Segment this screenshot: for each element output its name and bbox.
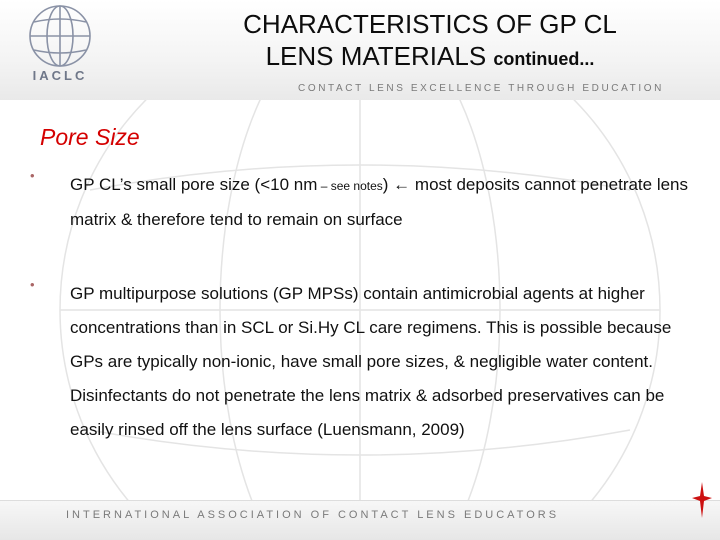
footer-text: INTERNATIONAL ASSOCIATION OF CONTACT LENS EDUCATORS bbox=[66, 509, 560, 521]
page-title bbox=[150, 8, 710, 75]
footer bbox=[0, 500, 720, 540]
subtitle: Pore Size bbox=[40, 124, 140, 150]
title-line-1: CHARACTERISTICS OF GP CL bbox=[243, 9, 617, 39]
tagline: CONTACT LENS EXCELLENCE THROUGH EDUCATION bbox=[298, 83, 664, 94]
title-line-2 bbox=[150, 40, 710, 75]
bullet-1-part2: ) ← most deposits cannot penetrate lens matrix & therefore tend to remain on surface bbox=[70, 175, 689, 229]
title-line-2-main: LENS MATERIALS bbox=[265, 41, 487, 71]
bullet-dot: • bbox=[30, 277, 35, 292]
header bbox=[0, 0, 720, 100]
bullet-1-part1: GP CL’s small pore size (<10 nm bbox=[70, 175, 318, 194]
bullet-1-text bbox=[70, 168, 690, 237]
bullet-1-note: – see notes bbox=[317, 179, 383, 193]
title-continued: continued... bbox=[493, 49, 595, 69]
bullet-dot: • bbox=[30, 168, 35, 183]
star-icon bbox=[690, 480, 714, 520]
logo-text: IACLC bbox=[32, 68, 88, 83]
iaclc-logo bbox=[0, 0, 120, 100]
globe-icon bbox=[14, 2, 106, 68]
bullet-2-text: GP multipurpose solutions (GP MPSs) contain antimicrobial agents at higher concentrations than in SCL or Si.Hy CL care regimens. This is possible because GPs are typically non-ionic, have small pore sizes, & negligible water content. Disinfectants do not penetrate the lens matrix & adsorbed preservatives can be easily rinsed off the lens surface (Luensmann, 2009) bbox=[70, 284, 672, 439]
